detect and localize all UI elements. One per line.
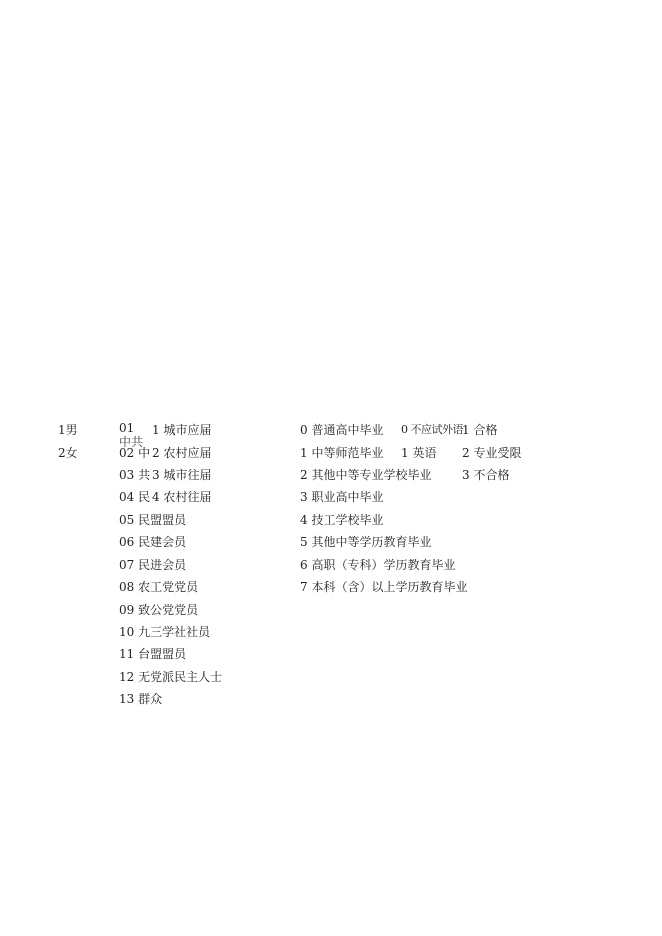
political-fragment: 共: [138, 468, 151, 482]
foreign-language-1: 1 英语: [401, 446, 437, 460]
education-7: 7 本科（含）以上学历教育毕业: [300, 580, 468, 594]
category-4: 4 农村往届: [152, 490, 212, 504]
political-row-02: [119, 446, 150, 460]
political-row-13: 13 群众: [119, 692, 163, 706]
category-1: 1 城市应届: [152, 423, 212, 437]
political-code: 02: [119, 446, 135, 460]
political-row-11: 11 台盟盟员: [119, 647, 187, 661]
political-row-12: 12 无党派民主人士: [119, 670, 223, 684]
education-2: 2 其他中等专业学校毕业: [300, 468, 432, 482]
gender-male: 1男: [58, 423, 78, 437]
physical-2: 2 专业受限: [462, 446, 522, 460]
physical-3: 3 不合格: [462, 468, 510, 482]
political-fragment: 中: [138, 446, 151, 460]
foreign-language-0: 0 不应试外语: [401, 423, 463, 436]
political-code: 04: [119, 490, 135, 504]
physical-1: 1 合格: [462, 423, 498, 437]
political-row-03: [119, 468, 150, 482]
political-row-10: 10 九三学社社员: [119, 625, 211, 639]
gender-female: 2女: [58, 446, 78, 460]
political-row-09: 09 致公党党员: [119, 603, 199, 617]
education-5: 5 其他中等学历教育毕业: [300, 535, 432, 549]
political-fragment: 民: [138, 490, 151, 504]
political-row-05: 05 民盟盟员: [119, 513, 187, 527]
political-row-07: 07 民进会员: [119, 558, 187, 572]
category-3: 3 城市往届: [152, 468, 212, 482]
education-1: 1 中等师范毕业: [300, 446, 384, 460]
education-3: 3 职业高中毕业: [300, 490, 384, 504]
political-overflow-text: 中共: [119, 435, 144, 449]
political-code: 03: [119, 468, 135, 482]
political-row-08: 08 农工党党员: [119, 580, 199, 594]
education-4: 4 技工学校毕业: [300, 513, 384, 527]
political-row-04: [119, 490, 150, 504]
education-6: 6 高职（专科）学历教育毕业: [300, 558, 456, 572]
category-2: 2 农村应届: [152, 446, 212, 460]
education-0: 0 普通高中毕业: [300, 423, 384, 437]
political-code-01: 01: [119, 421, 135, 435]
political-row-06: 06 民建会员: [119, 535, 187, 549]
